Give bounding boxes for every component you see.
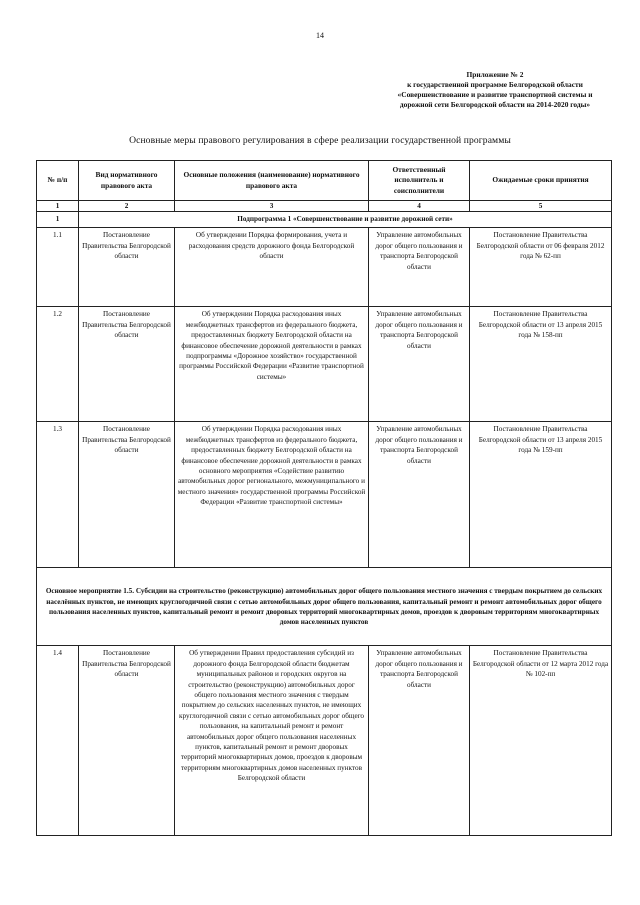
table-row [37, 307, 612, 422]
column-number: 5 [470, 201, 612, 212]
appendix-line-2: к государственной программе Белгородской области [407, 80, 583, 89]
row-provisions: Об утверждении Порядка формирования, учета и расходования средств дорожного фонда Белгородской области [175, 228, 369, 307]
row-deadline: Постановление Правительства Белгородской области от 06 февраля 2012 года № 62-пп [470, 228, 612, 307]
row-executor: Управление автомобильных дорог общего пользования и транспорта Белгородской области [369, 307, 470, 422]
table-row [37, 422, 612, 568]
row-provisions: Об утверждении Правил предоставления субсидий из дорожного фонда Белгородской области бюджетам муниципальных районов и городских округов на строительство (реконструкцию) автомобильных дорог общего пользования местного значения с твердым покрытием до сельских населенных пунктов, не имеющих круглогодичной связи с сетью автомобильных дорог общего пользования, на капитальный ремонт и ремонт автомобильных дорог общего пользования населенных пунктов, капитальный ремонт и ремонт дворовых территорий многоквартирных домов, проездов к дворовым территориям многоквартирных домов населенных пунктов Белгородской области [175, 646, 369, 836]
row-provisions: Об утверждении Порядка расходования иных межбюджетных трансфертов из федерального бюджета, предоставленных бюджету Белгородской области на финансовое обеспечение дорожной деятельности в рамках основного мероприятия «Содействие развитию автомобильных дорог регионального, межмуниципального и местного значения» государственной программы Российской Федерации «Развитие транспортной системы» [175, 422, 369, 568]
row-act-type: Постановление Правительства Белгородской области [79, 422, 175, 568]
column-number: 3 [175, 201, 369, 212]
row-deadline: Постановление Правительства Белгородской области от 13 апреля 2015 года № 159-пп [470, 422, 612, 568]
row-executor: Управление автомобильных дорог общего пользования и транспорта Белгородской области [369, 228, 470, 307]
appendix-line-3: «Совершенствование и развитие транспортной системы и [397, 90, 593, 99]
row-num: 1.3 [37, 422, 79, 568]
row-num: 1.4 [37, 646, 79, 836]
column-number: 2 [79, 201, 175, 212]
measure-title: Основное мероприятие 1.5. Субсидии на строительство (реконструкцию) автомобильных дорог общего пользования местного значения с твердым покрытием до сельских населённых пунктов, не имеющих круглогодичной связи с сетью автомобильных дорог общего пользования, капитальный ремонт и ремонт автомобильных дорог общего пользования населенных пунктов, капитальный ремонт и ремонт дворовых территорий многоквартирных домов, проездов к дворовым территориям многоквартирных домов населенных пунктов [37, 568, 612, 646]
subprogram-row [37, 212, 612, 228]
appendix-header [370, 70, 620, 110]
column-number: 1 [37, 201, 79, 212]
document-title: Основные меры правового регулирования в сфере реализации государственной программы [129, 135, 511, 146]
subprogram-title: Подпрограмма 1 «Совершенствование и развитие дорожной сети» [79, 212, 612, 228]
header-row [37, 161, 612, 201]
header-executor: Ответственный исполнитель и соисполнители [369, 161, 470, 201]
header-provisions: Основные положения (наименование) нормативного правового акта [175, 161, 369, 201]
row-act-type: Постановление Правительства Белгородской области [79, 307, 175, 422]
header-deadline: Ожидаемые сроки принятия [470, 161, 612, 201]
table-row [37, 646, 612, 836]
row-provisions: Об утверждении Порядка расходования иных межбюджетных трансфертов из федерального бюджета, предоставленных бюджету Белгородской области на финансовое обеспечение дорожной деятельности в рамках подпрограммы «Дорожное хозяйство» государственной программы Российской Федерации «Развитие транспортной системы» [175, 307, 369, 422]
row-act-type: Постановление Правительства Белгородской области [79, 646, 175, 836]
page-number: 14 [316, 31, 324, 40]
row-num: 1.1 [37, 228, 79, 307]
subprogram-num: 1 [37, 212, 79, 228]
header-act-type: Вид нормативного правового акта [79, 161, 175, 201]
column-numbers-row [37, 201, 612, 212]
column-number: 4 [369, 201, 470, 212]
row-num: 1.2 [37, 307, 79, 422]
measure-row [37, 568, 612, 646]
row-deadline: Постановление Правительства Белгородской области от 13 апреля 2015 года № 158-пп [470, 307, 612, 422]
measures-table [36, 160, 612, 836]
appendix-line-1: Приложение № 2 [466, 70, 524, 79]
table-row [37, 228, 612, 307]
row-deadline: Постановление Правительства Белгородской области от 12 марта 2012 года № 102-пп [470, 646, 612, 836]
header-num: № п/п [37, 161, 79, 201]
row-executor: Управление автомобильных дорог общего пользования и транспорта Белгородской области [369, 646, 470, 836]
appendix-line-4: дорожной сети Белгородской области на 2014-2020 годы» [399, 100, 591, 109]
row-act-type: Постановление Правительства Белгородской области [79, 228, 175, 307]
row-executor: Управление автомобильных дорог общего пользования и транспорта Белгородской области [369, 422, 470, 568]
